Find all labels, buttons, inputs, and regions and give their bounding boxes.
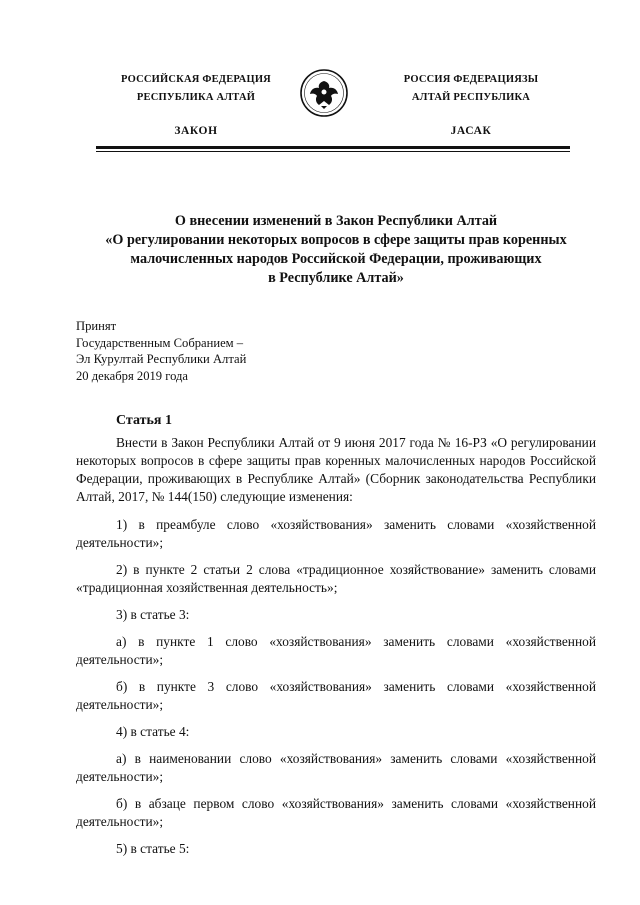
header-left-country: РОССИЙСКАЯ ФЕДЕРАЦИЯ bbox=[121, 74, 271, 85]
article-paragraph: а) в пункте 1 слово «хозяйствования» заменить словами «хозяйственной деятельности»; bbox=[76, 634, 596, 667]
header-left bbox=[96, 73, 296, 137]
article-body bbox=[76, 434, 596, 867]
adopted-line-3: Эл Курултай Республики Алтай bbox=[76, 352, 247, 366]
title-line-3: малочисленных народов Российской Федерации, проживающих bbox=[130, 251, 542, 267]
article-paragraph: 5) в статье 5: bbox=[116, 841, 190, 856]
adopted-line-1: Принят bbox=[76, 319, 117, 333]
title-line-2: «О регулировании некоторых вопросов в сфере защиты прав коренных bbox=[105, 232, 567, 248]
header-right-law: JАСАК bbox=[450, 125, 492, 137]
article-paragraph: б) в пункте 3 слово «хозяйствования» заменить словами «хозяйственной деятельности»; bbox=[76, 679, 596, 712]
adopted-line-2: Государственным Собранием – bbox=[76, 335, 244, 350]
coat-of-arms-icon bbox=[299, 68, 349, 118]
article-heading: Статья 1 bbox=[116, 413, 172, 428]
title-line-1: О внесении изменений в Закон Республики Алтай bbox=[174, 213, 498, 229]
article-paragraph: Внести в Закон Республики Алтай от 9 июня 2017 года № 16-РЗ «О регулировании некоторых вопросов в сфере защиты прав коренных малочисленных народов Российской Федерации, проживающих в Республике Алтай» (Сборник законодательства Республики Алтай, 2017, № 144(150) следующие изменения: bbox=[76, 435, 596, 504]
header-left-republic: РЕСПУБЛИКА АЛТАЙ bbox=[136, 92, 256, 103]
article-paragraph: 1) в преамбуле слово «хозяйствования» заменить словами «хозяйственной деятельности»; bbox=[76, 517, 596, 550]
header-left-law: ЗАКОН bbox=[174, 125, 218, 137]
article-paragraph: 3) в статье 3: bbox=[116, 607, 190, 622]
title-line-4: в Республике Алтай» bbox=[268, 270, 404, 286]
header-divider bbox=[96, 146, 570, 152]
adopted-date: 20 декабря 2019 года bbox=[76, 368, 189, 383]
header-right-republic: АЛТАЙ РЕСПУБЛИКА bbox=[411, 92, 531, 103]
article-paragraph: б) в абзаце первом слово «хозяйствования» заменить словами «хозяйственной деятельности»; bbox=[76, 796, 596, 829]
article-paragraph: а) в наименовании слово «хозяйствования» заменить словами «хозяйственной деятельности»; bbox=[76, 751, 596, 784]
adoption-block bbox=[76, 318, 376, 384]
header-right bbox=[386, 73, 556, 137]
header-right-country: РОССИЯ ФЕДЕРАЦИЯЗЫ bbox=[403, 74, 539, 85]
article-paragraph: 2) в пункте 2 статьи 2 слова «традиционное хозяйствование» заменить словами «традиционная хозяйственная деятельность»; bbox=[76, 562, 596, 595]
document-title bbox=[76, 212, 596, 288]
article-paragraph: 4) в статье 4: bbox=[116, 724, 190, 739]
